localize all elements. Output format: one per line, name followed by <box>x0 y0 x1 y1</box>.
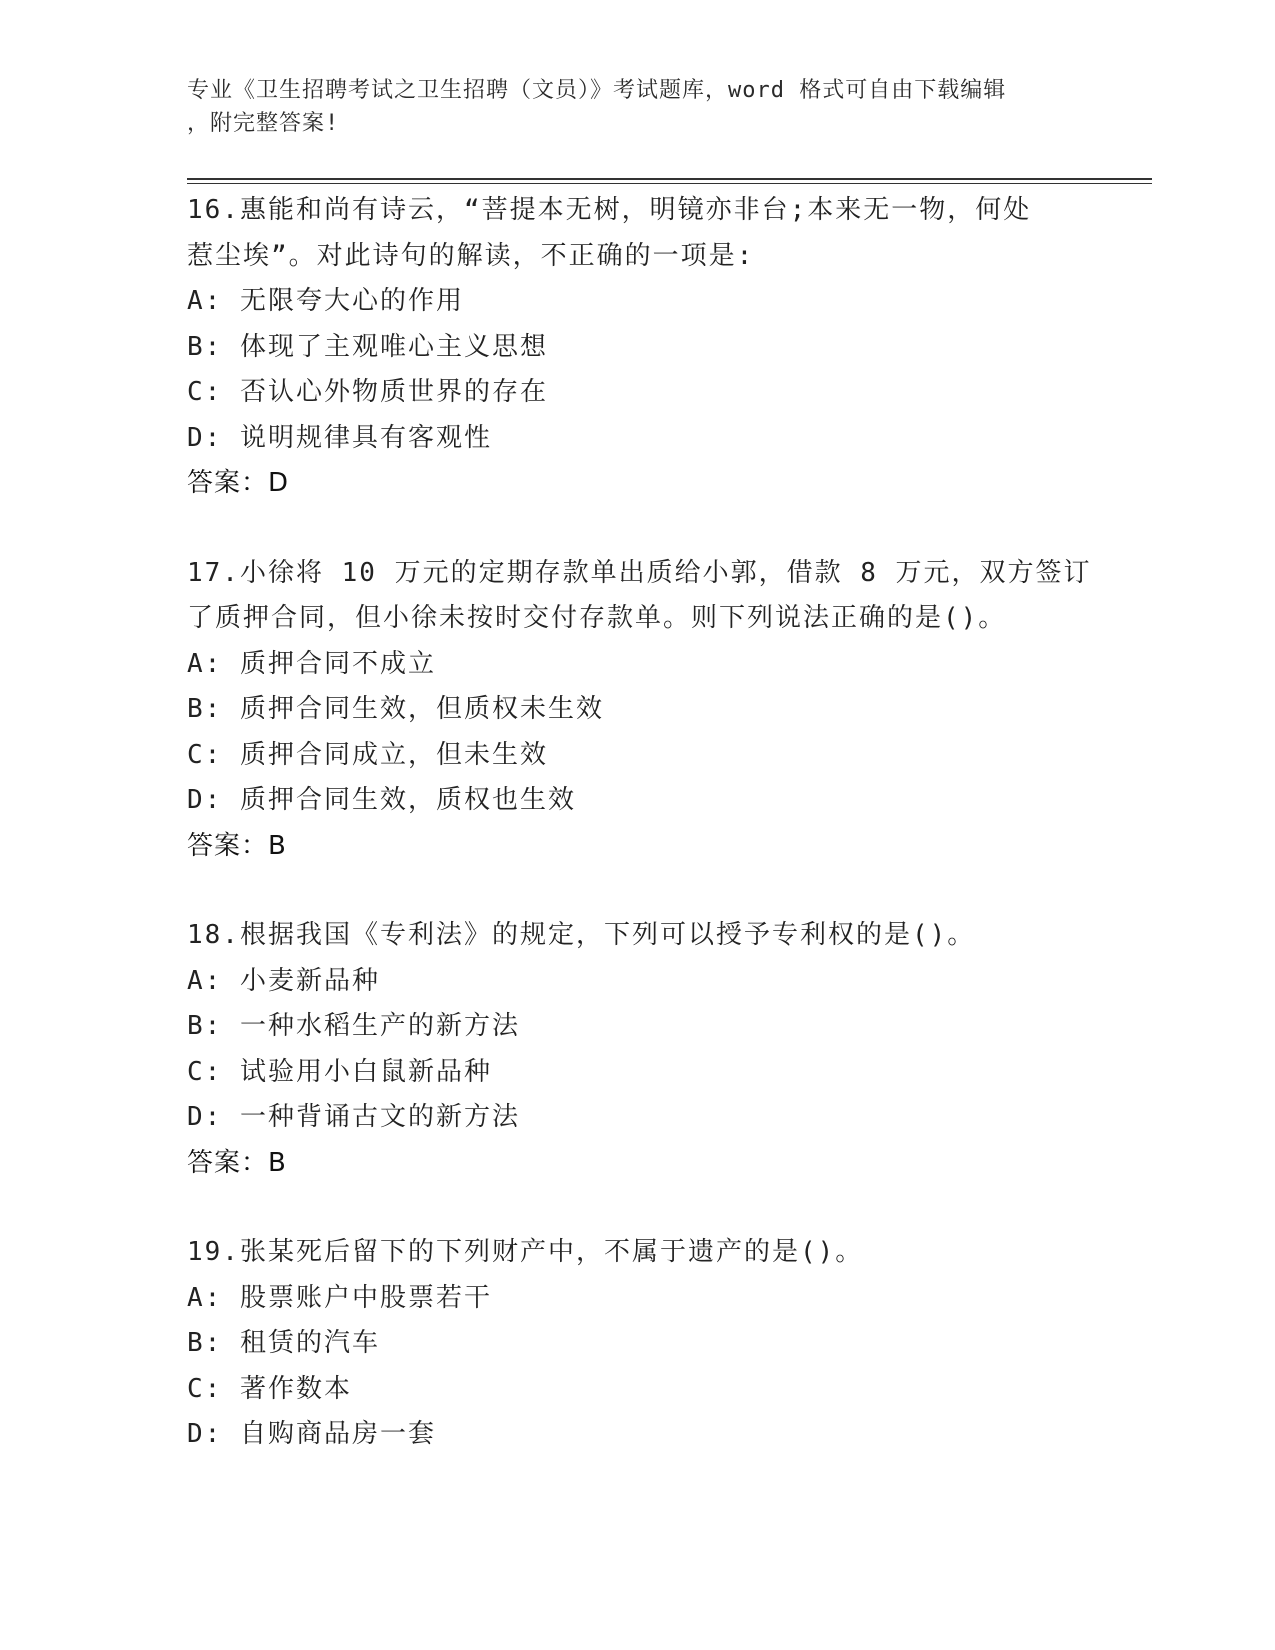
question-stem-line: 17.小徐将 10 万元的定期存款单出质给小郭，借款 8 万元，双方签订 <box>187 557 1092 588</box>
option-c: C: 试验用小白鼠新品种 <box>187 1056 492 1087</box>
question-16 <box>187 188 1077 507</box>
question-stem-line: 惹尘埃”。对此诗句的解读，不正确的一项是: <box>187 240 755 271</box>
option-a: A: 股票账户中股票若干 <box>187 1282 492 1313</box>
option-c: C: 著作数本 <box>187 1373 352 1404</box>
question-stem-line: 16.惠能和尚有诗云，“菩提本无树，明镜亦非台;本来无一物，何处 <box>187 195 1032 225</box>
option-c: C: 质押合同成立，但未生效 <box>187 739 548 770</box>
option-d: D: 质押合同生效，质权也生效 <box>187 785 576 815</box>
option-d: D: 说明规律具有客观性 <box>187 422 492 453</box>
option-d: D: 一种背诵古文的新方法 <box>187 1102 520 1132</box>
option-d: D: 自购商品房一套 <box>187 1419 436 1449</box>
answer-label: 答案：B <box>187 1147 287 1178</box>
option-a: A: 质押合同不成立 <box>187 648 436 679</box>
option-b: B: 一种水稻生产的新方法 <box>187 1011 520 1041</box>
option-b: B: 租赁的汽车 <box>187 1328 380 1358</box>
answer-label: 答案：B <box>187 830 287 861</box>
question-stem <box>187 551 1092 642</box>
question-stem <box>187 188 1077 279</box>
option-b: B: 体现了主观唯心主义思想 <box>187 331 548 362</box>
question-stem-line: 18.根据我国《专利法》的规定，下列可以授予专利权的是()。 <box>187 920 976 950</box>
header-title-line-2: ，附完整答案! <box>187 111 340 136</box>
question-stem <box>187 1230 1077 1276</box>
header-title-line-1: 专业《卫生招聘考试之卫生招聘（文员）》考试题库，word 格式可自由下载编辑 <box>187 78 1007 103</box>
option-a: A: 小麦新品种 <box>187 965 380 996</box>
option-a: A: 无限夸大心的作用 <box>187 286 464 316</box>
question-18 <box>187 913 1077 1186</box>
question-stem <box>187 913 1077 959</box>
document-header <box>187 74 1067 140</box>
header-divider-thin <box>187 183 1152 184</box>
question-17 <box>187 551 1092 870</box>
question-stem-line: 了质押合同，但小徐未按时交付存款单。则下列说法正确的是()。 <box>187 603 1007 633</box>
option-b: B: 质押合同生效，但质权未生效 <box>187 694 604 724</box>
question-list <box>187 188 1092 1502</box>
question-stem-line: 19.张某死后留下的下列财产中，不属于遗产的是()。 <box>187 1237 864 1267</box>
question-19 <box>187 1230 1077 1458</box>
answer-label: 答案：D <box>187 468 290 498</box>
header-divider-thick <box>187 178 1152 180</box>
option-c: C: 否认心外物质世界的存在 <box>187 377 548 407</box>
